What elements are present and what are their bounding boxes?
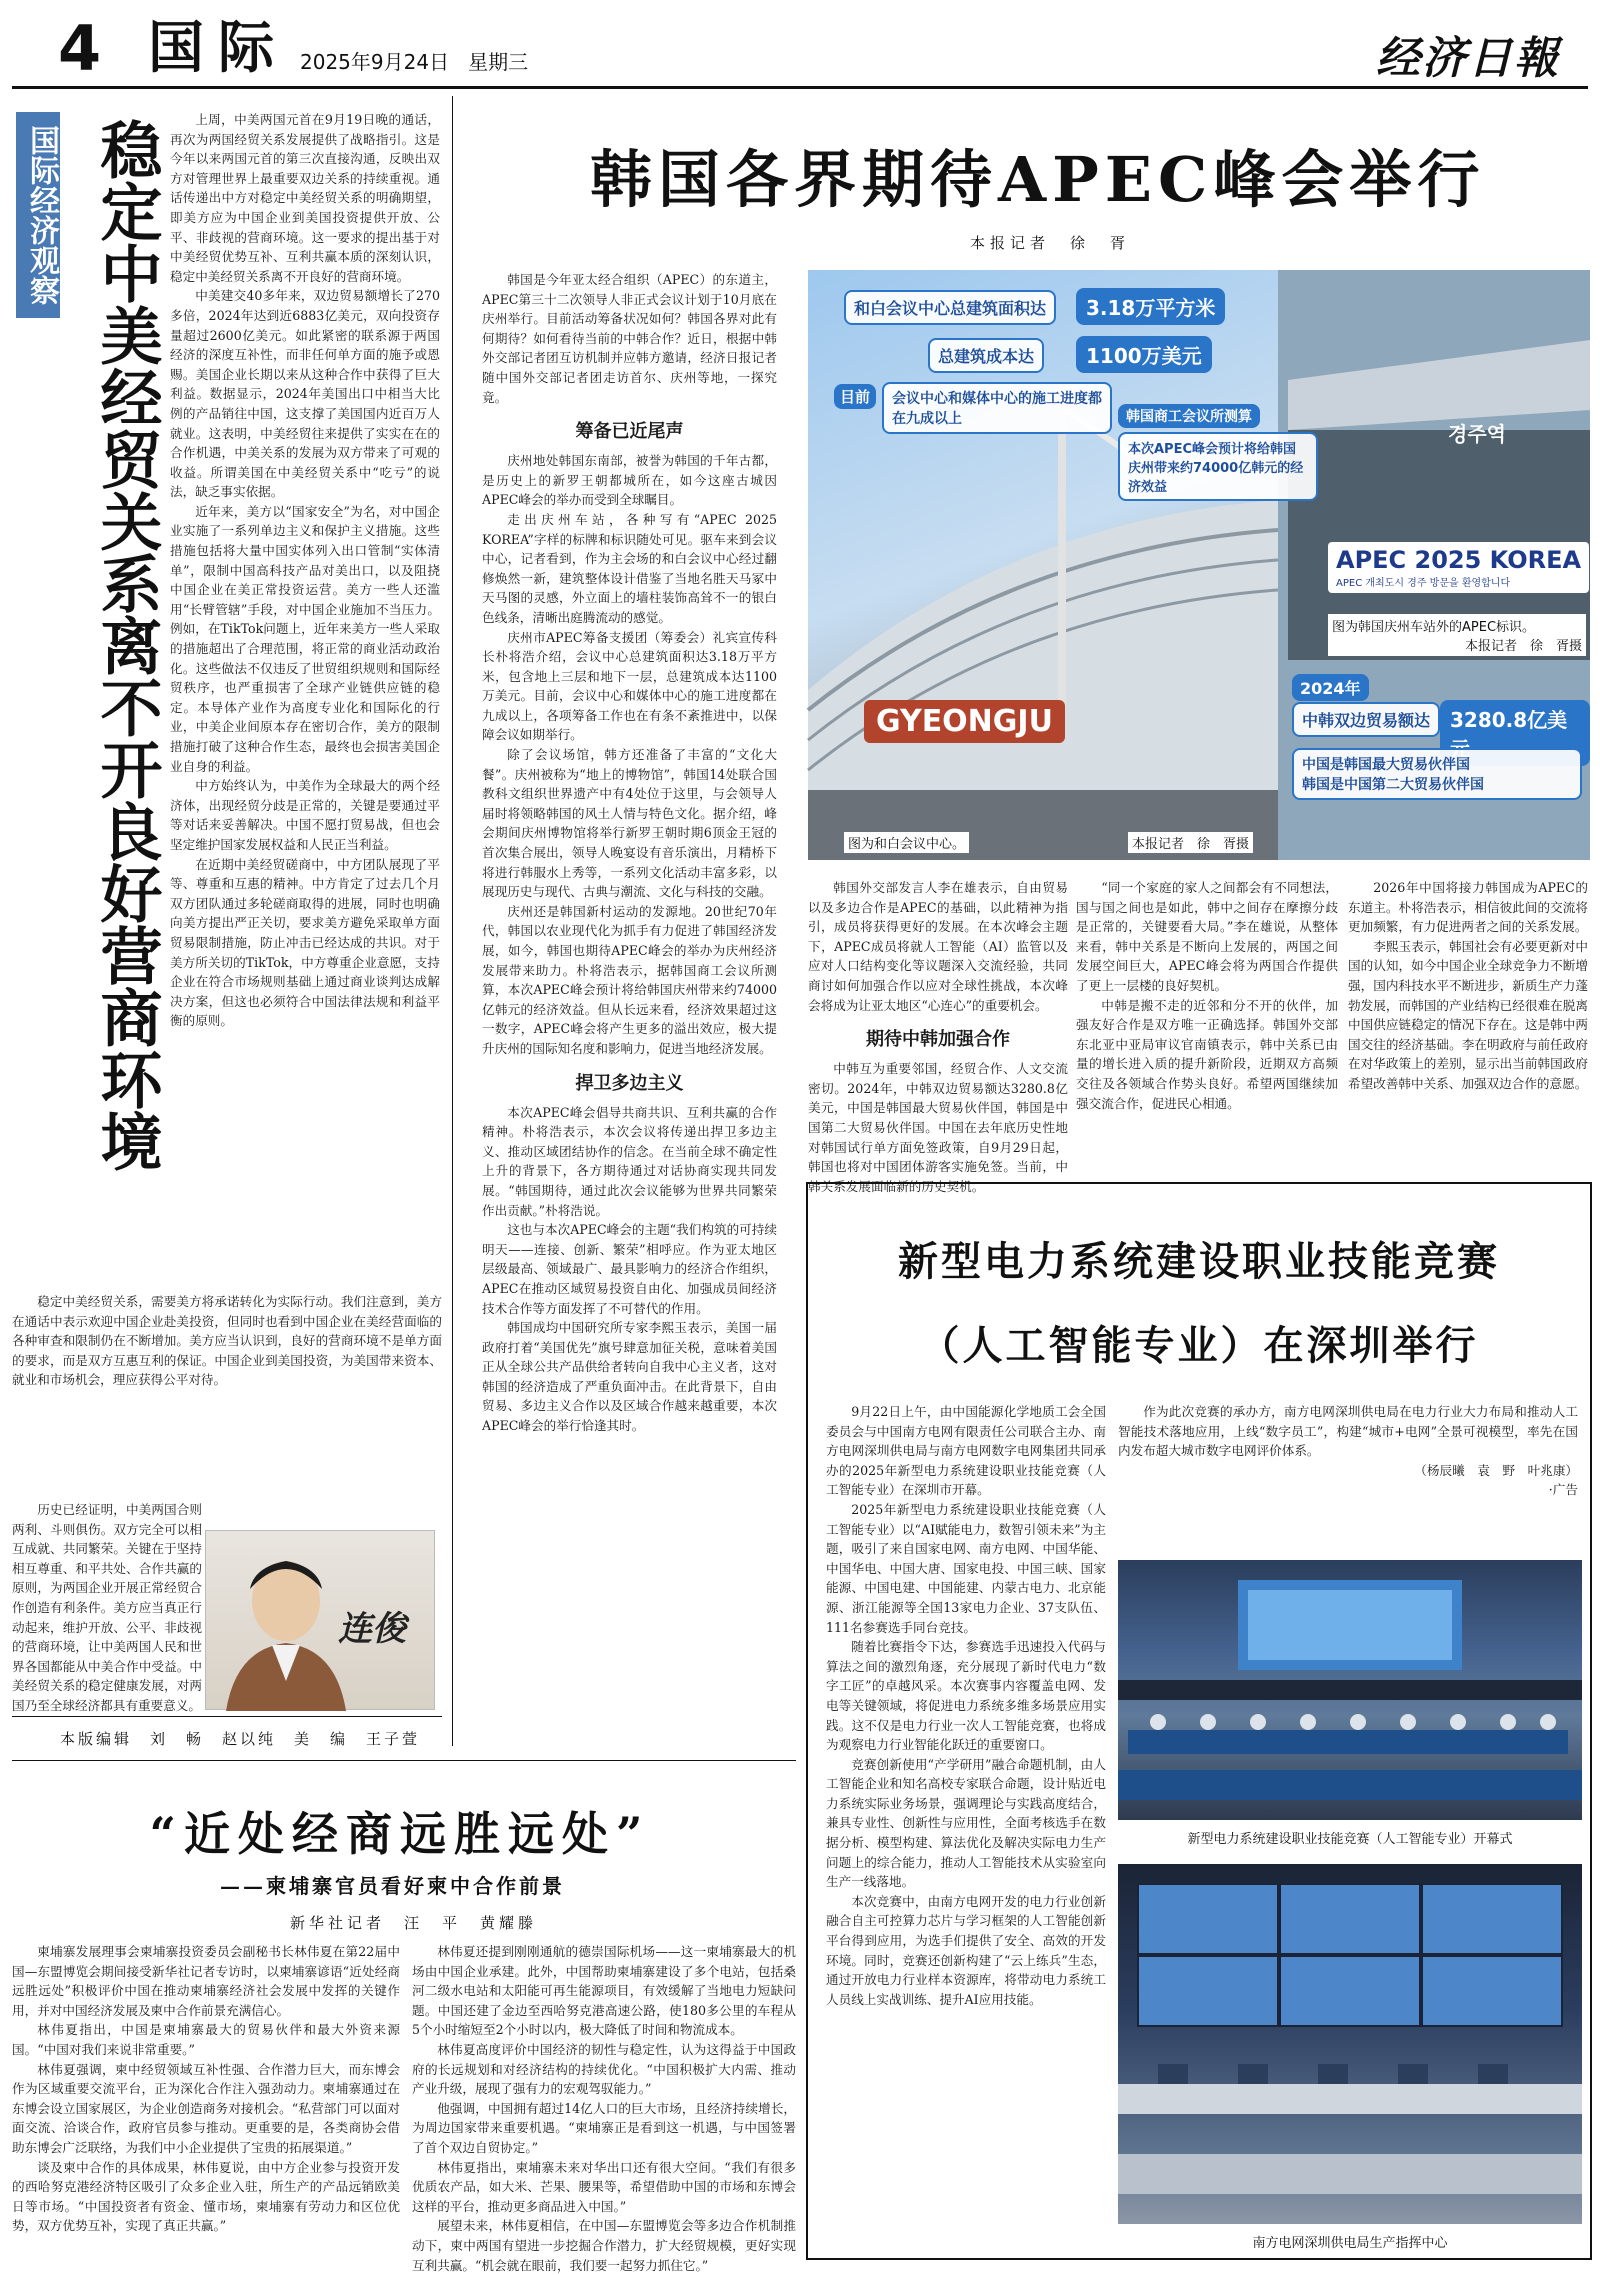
paragraph: 林伟夏还提到刚刚通航的德崇国际机场——这一柬埔寨最大的机场由中国企业承建。此外，中国帮助柬埔寨建设了多个电站，包括桑河二级水电站和太阳能可再生能源项目，有效缓解了当地电力短缺问题。中国还建了金边至西哈努克港高速公路，使180多公里的车程从5个小时缩短至2个小时以内，极大降低了时间和物流成本。 — [412, 1944, 796, 2038]
paragraph: 中美建交40多年来，双边贸易额增长了270多倍，2024年达到近6883亿美元，双向投资存量超过2600亿美元。如此紧密的联系源于两国经济的深度互补性，而非任何单方面的施予或恩赐。美国企业长期以来从这种合作中获得了巨大利益。数据显示，2024年美国出口中相当大比例的产品销往中国，这支撑了美国国内近百万人就业。这表明，中美经贸往来提供了实实在在的合作机遇，中美关系的发展为双方带来了可观的收益。所谓美国在中美经贸关系中“吃亏”的说法，缺乏事实依据。 — [170, 288, 440, 500]
weekday: 星期三 — [468, 50, 529, 74]
paragraph: 上周，中美两国元首在9月19日晚的通话，再次为两国经贸关系发展提供了战略指引。这是今年以来两国元首的第三次直接沟通，反映出双方对管理世界上最重要双边关系的持续重视。通话传递出中方对稳定中美经贸关系的明确期望，即美方应为中国企业到美国投资提供开放、公平、非歧视的营商环境。这一要求的提出基于对中美经贸优势互补、互利共赢本质的深刻认识，稳定中美经贸关系离不开良好的营商环境。 — [170, 112, 440, 284]
rule — [12, 1760, 796, 1761]
paragraph: 2026年中国将接力韩国成为APEC的东道主。朴将浩表示，相信彼此间的交流将更加频繁，有力促进两者之间的关系发展。 — [1348, 880, 1588, 935]
korea-column-3 — [1076, 878, 1338, 1218]
paragraph: 作为此次竞赛的承办方，南方电网深圳供电局在电力行业大力布局和推动人工智能技术落地应用，上线“数字员工”，构建“城市+电网”全景可视模型，率先在国内发布超大城市数字电网评价体系。 — [1118, 1404, 1578, 1459]
paragraph: 近年来，美方以“国家安全”为名，对中国企业实施了一系列单边主义和保护主义措施。这些措施包括将大量中国实体列入出口管制“实体清单”，限制中国高科技产品对美出口，以及阻挠中国企业在美正常投资运营。美方一些人还滥用“长臂管辖”手段，对中国企业施加不当压力。例如，在TikTok问题上，近年来美方一些人采取的措施超出了合理范围，将正常的商业活动政治化。这些做法不仅违反了世贸组织规则和国际经贸秩序，也严重损害了全球产业链供应链的稳定。本导体产业作为高度专业化和国际化的行业，中美企业间原本存在密切合作，美方的限制措施打破了这种合作生态，最终也会损害美国企业自身的利益。 — [170, 503, 440, 774]
paragraph: 在近期中美经贸磋商中，中方团队展现了平等、尊重和互惠的精神。中方肯定了过去几个月双方团队通过多轮磋商取得的进展，同时也明确向美方提出严正关切，要求美方避免采取单方面贸易限制措施，防止冲击已经达成的共识。对于美方所关切的TikTok，中方尊重企业意愿，支持企业在符合市场规则基础上通过商业谈判达成解决方案，但这也必须符合中国法律法规和利益平衡的原则。 — [170, 856, 440, 1029]
dateline — [300, 46, 528, 75]
paragraph: 中韩是搬不走的近邻和分不开的伙伴，加强友好合作是双方唯一正确选择。韩国外交部东北亚中亚局审议官南镇表示，韩中关系已由量的增长进入质的提升新阶段，近期双方高频交往及各领域合作势头良好。希望两国继续加强交流合作，促进民心相通。 — [1076, 997, 1338, 1111]
kcci-tag: 韩国商工会议所测算 — [1118, 404, 1260, 428]
paragraph: 走出庆州车站，各种写有“APEC 2025 KOREA”字样的标牌和标识随处可见。驱车来到会议中心，记者看到，作为主会场的和白会议中心经过翻修焕然一新，建筑整体设计借鉴了当地名胜天马冢中天马图的灵感，外立面上的墙柱装饰高耸不一的银白色线条，清晰出庭腾流动的感觉。 — [482, 511, 777, 625]
rule — [12, 1716, 442, 1717]
editor-credit: 本版编辑 刘 畅 赵以纯 美 编 王子萱 — [60, 1730, 421, 1748]
stat-cost-label: 总建筑成本达 — [938, 347, 1035, 366]
masthead-logo: 经济日報 — [1376, 33, 1560, 84]
power-photo2-caption: 南方电网深圳供电局生产指挥中心 — [1252, 2236, 1448, 2251]
power-column-2 — [1118, 1402, 1578, 1552]
ad-label: ·广告 — [1548, 1482, 1578, 1498]
paragraph: 2025年新型电力系统建设职业技能竞赛（人工智能专业）以“AI赋能电力，数智引领未来”为主题，吸引了来自国家电网、南方电网、中国华能、中国华电、中国大唐、国家电投、中国三峡、国家能源、中国电建、中国能建、内蒙古电力、北京能源、浙江能源等全国13家电力企业、37支队伍、111名参赛选手同台竞技。 — [826, 1501, 1106, 1635]
cambodia-byline: 新华社记者 汪 平 黄耀滕 — [290, 1914, 538, 1932]
paragraph: 韩国外交部发言人李在雄表示，自由贸易以及多边合作是APEC的基础，以此精神为指引，成员将获得更好的发展。在本次峰会主题下，APEC成员将就人工智能（AI）监管以及应对人口结构变化等议题深入交流经验，共同商讨如何加强合作以应对全球性挑战，本次峰会将成为让亚太地区“心连心”的重要机会。 — [808, 880, 1068, 1013]
paragraph: “同一个家庭的家人之间都会有不同想法，国与国之间也是如此，韩中之间存在摩擦分歧是正常的，关键要看大局。”李在雄说，从整体来看，韩中关系是不断向上发展的，两国之间发展空间巨大，APEC峰会将为两国合作提供了更上一层楼的良好契机。 — [1076, 880, 1338, 993]
paragraph: 竞赛创新使用“产学研用”融合命题机制，由人工智能企业和知名高校专家联合命题，设计贴近电力系统实际业务场景，强调理论与实践高度结合，兼具专业性、创新性与应用性，全面考核选手在数据分析、模型构建、算法优化及解决实际电力生产问题上的综合能力，推动人工智能技术从实验室向生产一线落地。 — [826, 1756, 1106, 1890]
paragraph: 这也与本次APEC峰会的主题“我们构筑的可持续明天——连接、创新、繁荣”相呼应。作为亚太地区层级最高、领域最广、最具影响力的经济合作组织，APEC在推动区域贸易投资自由化、加强成员间经济技术合作等方面发挥了不可替代的作用。 — [482, 1222, 777, 1316]
paragraph: 林伟夏强调，柬中经贸领域互补性强、合作潜力巨大，而东博会作为区域重要交流平台，正为深化合作注入强劲动力。柬埔寨通过在东博会设立国家展区，为企业创造商务对接机会。“私营部门可以面对面交流、洽谈合作，政府官员参与推动。更重要的是，各类商协会借助东博会广泛联络，为我们中小企业提供了宝贵的拓展渠道。” — [12, 2061, 400, 2155]
stat-area — [844, 290, 1056, 325]
korea-photo-infographic — [808, 270, 1590, 860]
subhead: 期待中韩加强合作 — [866, 1029, 1010, 1051]
korea-article-title: 韩国各界期待APEC峰会举行 — [590, 143, 1486, 216]
power-title-line1: 新型电力系统建设职业技能竞赛 — [898, 1239, 1500, 1285]
paragraph: 韩国是今年亚太经合组织（APEC）的东道主，APEC第三十二次领导人非正式会议计划于10月底在庆州举行。目前活动筹备状况如何？韩国各界对此有何期待？如何看待当前的中韩合作？近日，根据中韩外交部记者团互访机制并应韩方邀请，经济日报记者随中国外交部记者团走访首尔、庆州等地，一探究竟。 — [482, 272, 777, 405]
partner-1: 中国是韩国最大贸易伙伴国 — [1302, 757, 1470, 773]
paragraph: 中韩互为重要邻国，经贸合作、人文交流密切。2024年，中韩双边贸易额达3280.8亿美元，中国是韩国最大贸易伙伴国，韩国是中国第二大贸易伙伴国。中国在去年底历史性地对韩国试行单方面免签政策，自9月29日起，韩国也将对中国团体游客实施免签。当前，中韩关系发展面临新的历史契机。 — [808, 1061, 1068, 1194]
now-text: 会议中心和媒体中心的施工进度都在九成以上 — [882, 382, 1112, 434]
power-photo1-caption: 新型电力系统建设职业技能竞赛（人工智能专业）开幕式 — [1187, 1832, 1513, 1847]
partner-2: 韩国是中国第二大贸易伙伴国 — [1302, 777, 1484, 793]
editorial-body-end — [12, 1500, 202, 1713]
caption-text: 图为韩国庆州车站外的APEC标识。 — [1332, 620, 1536, 635]
photo-caption-center: 图为和白会议中心。 — [844, 832, 969, 853]
korea-column-4 — [1348, 878, 1588, 1218]
paragraph: 林伟夏高度评价中国经济的韧性与稳定性，认为这得益于中国政府的长远规划和对经济结构的持续优化。“中国积极扩大内需、推动产业升级，展现了强有力的宏观驾驭能力。” — [412, 2041, 796, 2097]
stage-illustration — [1118, 1560, 1582, 1820]
year-tag: 2024年 — [1292, 674, 1369, 701]
editorial-body — [170, 110, 440, 1270]
column-label: 国际经济观察 — [16, 112, 60, 318]
stat-area-label: 和白会议中心总建筑面积达 — [854, 299, 1047, 318]
section-title: 国际 — [148, 15, 288, 81]
stat-cost — [928, 338, 1044, 373]
paragraph: 庆州地处韩国东南部，被誉为韩国的千年古都，是历史上的新罗王朝都城所在，如今这座古城因APEC峰会的举办而受到全球瞩目。 — [482, 453, 777, 508]
power-title-line2: （人工智能专业）在深圳举行 — [919, 1323, 1479, 1369]
now-tag: 目前 — [834, 384, 876, 409]
page-number: 4 — [58, 12, 102, 85]
header-rule — [12, 86, 1588, 89]
paragraph: 稳定中美经贸关系，需要美方将承诺转化为实际行动。我们注意到，美方在通话中表示欢迎中国企业赴美投资，但同时也看到中国企业在美经营面临的各种审查和限制仍在不断增加。美方应当认识到，良好的营商环境不是单方面的要求，而是双方互惠互利的保证。中国企业到美国投资，为美国带来资本、就业和市场机会，理应获得公平对待。 — [12, 1294, 442, 1388]
banner-subtitle: APEC 개최도시 경주 방문을 환영합니다 — [1336, 578, 1511, 589]
paragraph: 本次APEC峰会倡导共商共识、互利共赢的合作精神。朴将浩表示，本次会议将传递出捍卫多边主义、推动区域团结协作的信念。在当前全球不确定性上升的背景下，各方期待通过对话协商实现共同发展。“韩国期待，通过此次会议能够为世界共同繁荣作出贡献。”朴将浩说。 — [482, 1104, 777, 1218]
station-sign: 경주역 — [1448, 422, 1506, 446]
paragraph: 本次竞赛中，由南方电网开发的电力行业创新融合自主可控算力芯片与学习框架的人工智能创新平台得到应用，为选手们提供了安全、高效的开发环境。同时，竞赛还创新构建了“云上练兵”生态，通过开放电力行业样本资源库，将带动电力系统工人员线上实战训练、提升AI应用技能。 — [826, 1893, 1106, 2007]
paragraph: 随着比赛指令下达，参赛选手迅速投入代码与算法之间的激烈角逐，充分展现了新时代电力“数字工匠”的卓越风采。本次赛事内容覆盖电网、发电等关键领域，将促进电力系统多维多场景应用实践。这不仅是电力行业一次人工智能竞赛，也将成为观察电力行业智能化跃迁的重要窗口。 — [826, 1639, 1106, 1753]
paragraph: 庆州还是韩国新村运动的发源地。20世纪70年代，韩国以农业现代化为抓手有力促进了韩国经济发展，如今，韩国也期待APEC峰会的举办为庆州经济发展带来助力。朴将浩表示，据韩国商工会议所测算，本次APEC峰会预计将给韩国庆州带来约74000亿韩元的经济效益。但从长远来看，经济效果超过这一数字，APEC峰会将产生更多的溢出效应，极大提升庆州的国际知名度和影响力，促进当地经济发展。 — [482, 903, 777, 1056]
paragraph: 韩国成均中国研究所专家李熙玉表示，美国一届政府打着“美国优先”旗号肆意加征关税，意味着美国正从全球公共产品供给者转向自我中心主义者，这对韩国的经济造成了严重负面冲击。在此背景下，自由贸易、多边主义合作以及区域合作越来越重要，本次APEC峰会的举行恰逢其时。 — [482, 1320, 777, 1434]
power-column-1 — [826, 1402, 1106, 2252]
subhead: 捍卫多边主义 — [575, 1072, 684, 1094]
paragraph: 9月22日上午，由中国能源化学地质工会全国委员会与中国南方电网有限责任公司联合主办、南方电网深圳供电局与南方电网数字电网集团共同承办的2025年新型电力系统建设职业技能竞赛（人工智能专业）在深圳市开幕。 — [826, 1404, 1106, 1498]
kcci-text: 本次APEC峰会预计将给韩国庆州带来约74000亿韩元的经济效益 — [1118, 432, 1318, 501]
paragraph: 他强调，中国拥有超过14亿人口的巨大市场，且经济持续增长，为周边国家带来重要机遇。“柬埔寨正是看到这一机遇，与中国签署了首个双边自贸协定。” — [412, 2100, 796, 2155]
control-center-illustration — [1118, 1864, 1582, 2224]
paragraph: 中方始终认为，中美作为全球最大的两个经济体，出现经贸分歧是正常的，关键是要通过平等对话来妥善解决。中国不愿打贸易战，但也会坚定维护国家发展权益和人民正当利益。 — [170, 778, 440, 852]
korea-byline: 本报记者 徐 胥 — [970, 234, 1131, 252]
power-photo-control-center — [1118, 1864, 1582, 2224]
paragraph: 林伟夏指出，中国是柬埔寨最大的贸易伙伴和最大外资来源国。“中国对我们来说非常重要。” — [12, 2022, 400, 2057]
paragraph: 展望未来，林伟夏相信，在中国—东盟博览会等多边合作机制推动下，柬中两国有望进一步挖掘合作潜力，扩大经贸规模，更好实现互利共赢。“机会就在眼前，我们要一起努力抓住它。” — [412, 2218, 796, 2273]
cambodia-column-2 — [412, 1942, 796, 2273]
cambodia-column-1 — [12, 1942, 400, 2260]
author-portrait — [205, 1530, 435, 1710]
editorial-body-bottom — [12, 1292, 442, 1502]
stat-cost-value: 1100万美元 — [1076, 336, 1212, 373]
trade-label: 中韩双边贸易额达 — [1292, 702, 1440, 737]
apec-banner — [1328, 542, 1589, 593]
paragraph: 林伟夏指出，柬埔寨未来对华出口还有很大空间。“我们有很多优质农产品，如大米、芒果、腰果等，希望借助中国的市场和东博会这样的平台，推动更多商品进入中国。” — [412, 2159, 796, 2214]
paragraph: 柬埔寨发展理事会柬埔寨投资委员会副秘书长林伟夏在第22届中国—东盟博览会期间接受新华社记者专访时，以柬埔寨谚语“近处经商远胜远处”积极评价中国在推动柬埔寨经济社会发展中发挥的关键作用，并对中国经济发展及柬中合作前景充满信心。 — [12, 1944, 400, 2018]
paragraph: 李熙玉表示，韩国社会有必要更新对中国的认知，如今中国企业全球竞争力不断增强，国内科技水平不断进步，新质生产力蓬勃发展，而韩国的产业结构已经很难在脱离中国供应链稳定的情况下存在。这是韩中两国交往的经济基础。李在明政府与前任政府在对华政策上的差别，显示出当前韩国政府希望改善韩中关系、加强双边合作的意愿。 — [1348, 938, 1588, 1091]
power-credit: （杨辰曦 袁 野 叶兆康） — [1414, 1462, 1578, 1478]
trade-value: 3280.8亿美 — [1440, 700, 1590, 766]
banner-title: APEC 2025 KOREA — [1336, 546, 1582, 574]
editorial-title: 稳定中美经贸关系离不开良好营商环境 — [90, 118, 163, 1172]
date: 2025年9月24日 — [300, 50, 450, 74]
photo-caption-center-credit: 本报记者 徐 胥摄 — [1128, 832, 1253, 853]
paragraph: 历史已经证明，中美两国合则两利、斗则俱伤。双方完全可以相互成就、共同繁荣。关键在于坚持相互尊重、和平共处、合作共赢的原则，为两国企业开展正常经贸合作创造有利条件。美方应当真正行动起来，维护开放、公平、非歧视的营商环境，让中美两国人民和世界各国都能从中美合作中受益。中美经贸关系的稳定健康发展，对两国乃至全球经济都具有重要意义。 — [12, 1502, 202, 1713]
subhead: 筹备已近尾声 — [575, 421, 684, 443]
author-signature: 连俊 — [338, 1609, 406, 1649]
gyeongju-sculpture: GYEONGJU — [864, 700, 1065, 743]
stat-area-value: 3.18万平方米 — [1076, 288, 1225, 325]
cambodia-article-title: “近处经商远胜远处” — [149, 1807, 651, 1861]
paragraph: 除了会议场馆，韩方还准备了丰富的“文化大餐”。庆州被称为“地上的博物馆”，韩国14处联合国教科文组织世界遗产中有4处位于这里，与会领导人届时将领略韩国的风土人情与特色文化。据介绍，峰会期间庆州博物馆将举行新罗王朝时期6顶金王冠的首次集合展出，领导人晚宴设有音乐演出，月精桥下将进行韩服水上秀等，一系列文化活动丰富多彩，以展现历史与现代、古典与潮流、文化与科技的交融。 — [482, 747, 777, 900]
column-rule — [452, 96, 453, 1746]
photo-caption-station — [1328, 614, 1586, 656]
power-photo-opening — [1118, 1560, 1582, 1820]
korea-column-1 — [482, 270, 777, 1630]
paragraph: 庆州市APEC筹备支援团（筹委会）礼宾宣传科长朴将浩介绍，会议中心总建筑面积达3.18万平方米，包含地上三层和地下一层，总建筑成本达1100万美元。目前，会议中心和媒体中心的施工进度都在九成以上，各项筹备工作也在有条不紊推进中，以保障会议如期举行。 — [482, 629, 777, 743]
caption-credit: 本报记者 徐 胥摄 — [1464, 639, 1582, 654]
paragraph: 谈及柬中合作的具体成果，林伟夏说，由中方企业参与投资开发的西哈努克港经济特区吸引了众多企业入驻，所生产的产品远销欧美日等市场。“中国投资者有资金、懂市场，柬埔寨有劳动力和区位优势，双方优势互补，实现了真正共赢。” — [12, 2159, 400, 2234]
partner-box — [1292, 748, 1582, 800]
cambodia-subtitle: ——柬埔寨官员看好柬中合作前景 — [220, 1874, 565, 1898]
